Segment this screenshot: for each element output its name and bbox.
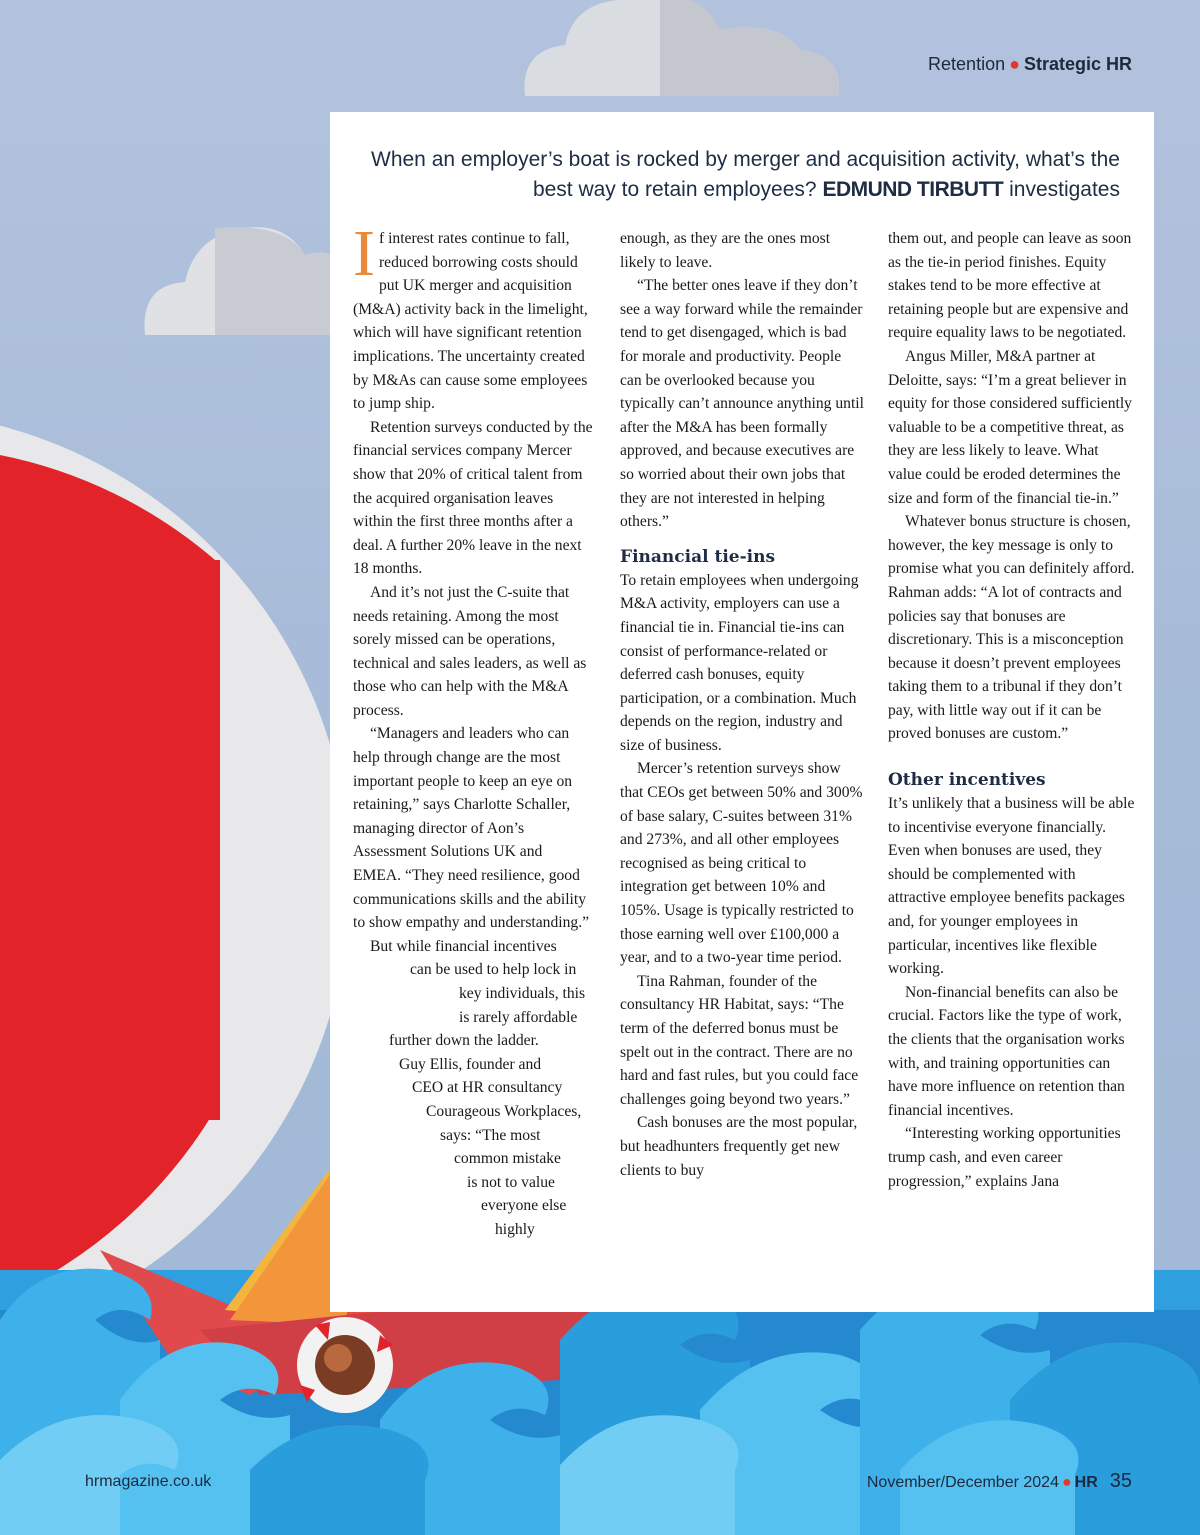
footer-website: hrmagazine.co.uk <box>85 1473 212 1490</box>
bullet-icon: ● <box>1061 1474 1072 1491</box>
category-label: Strategic HR <box>1023 54 1132 74</box>
paragraph-text: f interest rates continue to fall, reduced borrowing costs should put UK merger and acquisition (M&A) activity back in the limelight, which will have significant retention implications. The uncertainty created by M&As can cause some employees to jump ship. <box>353 230 588 413</box>
bullet-icon: ● <box>1009 54 1020 74</box>
section-tag <box>928 54 1132 75</box>
text-line: everyone else <box>481 1197 567 1215</box>
article-column-3 <box>888 227 1136 1193</box>
text-line: is not to value <box>467 1173 555 1191</box>
shaped-paragraph <box>353 935 593 1242</box>
text-line: Guy Ellis, founder and <box>399 1055 542 1073</box>
text-line: further down the ladder. <box>389 1032 539 1050</box>
paragraph: Whatever bonus structure is chosen, however, the key message is only to promise what you can definitely afford. Rahman adds: “A lot of contracts and policies say that bonuses are discretionary. This is a misconception because it doesn’t prevent employees taking them to a tribunal if they don’t pay, with little way out if it can be proved bonuses are custom.” <box>888 513 1135 743</box>
paragraph: Tina Rahman, founder of the consultancy HR Habitat, says: “The term of the deferred bonus must be spelt out in the contract. There are no hard and fast rules, but you could face challenges going beyond two years.” <box>620 972 859 1108</box>
text-line: can be used to help lock in <box>410 961 577 979</box>
paragraph: them out, and people can leave as soon as the tie-in period finishes. Equity stakes tend to be more effective at retaining people but are expensive and require equality laws to be negotiated. <box>888 230 1132 342</box>
paragraph: Mercer’s retention surveys show that CEOs get between 50% and 300% of base salary, C-suites between 31% and 273%, and all other employees recognised as being critical to integration get between 10% and 105%. Usage is typically restricted to those earning well over £100,000 a year, and to a two-year time period. <box>620 760 863 967</box>
paragraph: “The better ones leave if they don’t see a way forward while the remainder tend to get disengaged, which is bad for morale and productivity. People can be overlooked because you typically can’t announce anything until after the M&A has been formally approved, and because executives are so worried about their own jobs that they are not interested in helping others.” <box>620 277 864 531</box>
page-number: 35 <box>1109 1470 1132 1492</box>
paragraph: Non-financial benefits can also be crucial. Factors like the type of work, the clients that the organisation works with, and training opportunities can have more influence on retention than financial incentives. <box>888 983 1125 1119</box>
text-line: key individuals, this <box>459 985 586 1002</box>
subheading-financial-tie-ins: Financial tie-ins <box>620 546 776 567</box>
paragraph: Angus Miller, M&A partner at Deloitte, says: “I’m a great believer in equity for those considered sufficiently valuable to be a competitive threat, as they are less likely to leave. What value could be eroded determines the size and form of the financial tie-in.” <box>888 347 1132 507</box>
article-column-1 <box>353 217 593 1242</box>
paragraph: Cash bonuses are the most popular, but headhunters frequently get new clients to buy <box>620 1114 858 1179</box>
text-line: CEO at HR consultancy <box>412 1079 563 1097</box>
text-line: highly <box>495 1220 535 1238</box>
text-line: says: “The most <box>440 1126 541 1144</box>
paragraph <box>353 217 593 416</box>
paragraph: And it’s not just the C-suite that needs retaining. Among the most sorely missed can be operations, technical and sales leaders, as well as those who can help with the M&A process. <box>353 583 587 719</box>
paragraph: enough, as they are the ones most likely to leave. <box>620 230 831 271</box>
subheading-other-incentives: Other incentives <box>888 770 1046 791</box>
article-column-2 <box>620 227 865 1182</box>
drop-cap: I <box>353 217 375 290</box>
author-name: EDMUND TIRBUTT <box>822 178 1004 201</box>
paragraph: Retention surveys conducted by the financial services company Mercer show that 20% of critical talent from the acquired organisation leaves within the first three months after a deal. A further 20% leave in the next 18 months. <box>353 418 593 578</box>
standfirst-suffix: investigates <box>1009 178 1120 201</box>
paragraph: To retain employees when undergoing M&A activity, employers can use a financial tie in. Financial tie-ins can consist of performance-related or deferred cash bonuses, equity participation, or a combination. Much depends on the region, industry and size of business. <box>620 571 859 754</box>
magazine-name: HR <box>1074 1474 1098 1491</box>
paragraph: “Managers and leaders who can help through change are the most important people to keep an eye on retaining,” says Charlotte Schaller, managing director of Aon’s Assessment Solutions UK and EMEA. “They need resilience, good communications skills and the ability to show empathy and understanding.” <box>353 725 590 932</box>
text-line: But while financial incentives <box>370 937 557 955</box>
text-line: common mistake <box>454 1150 561 1168</box>
paragraph: “Interesting working opportunities trump cash, and even career progression,” explains Jana <box>888 1125 1121 1190</box>
issue-date: November/December 2024 <box>866 1474 1059 1491</box>
standfirst-text: When an employer’s boat is rocked by merger and acquisition activity, what’s the best way to retain employees? <box>371 148 1120 201</box>
text-line: is rarely affordable <box>459 1008 578 1026</box>
standfirst <box>360 145 1120 205</box>
section-label: Retention <box>928 54 1006 74</box>
text-line: Courageous Workplaces, <box>426 1102 582 1120</box>
footer-issue <box>867 1470 1132 1493</box>
paragraph: It’s unlikely that a business will be able to incentivise everyone financially. Even when bonuses are used, they should be complemented with attractive employee benefits packages and, for younger employees in particular, incentives like flexible working. <box>888 795 1135 978</box>
